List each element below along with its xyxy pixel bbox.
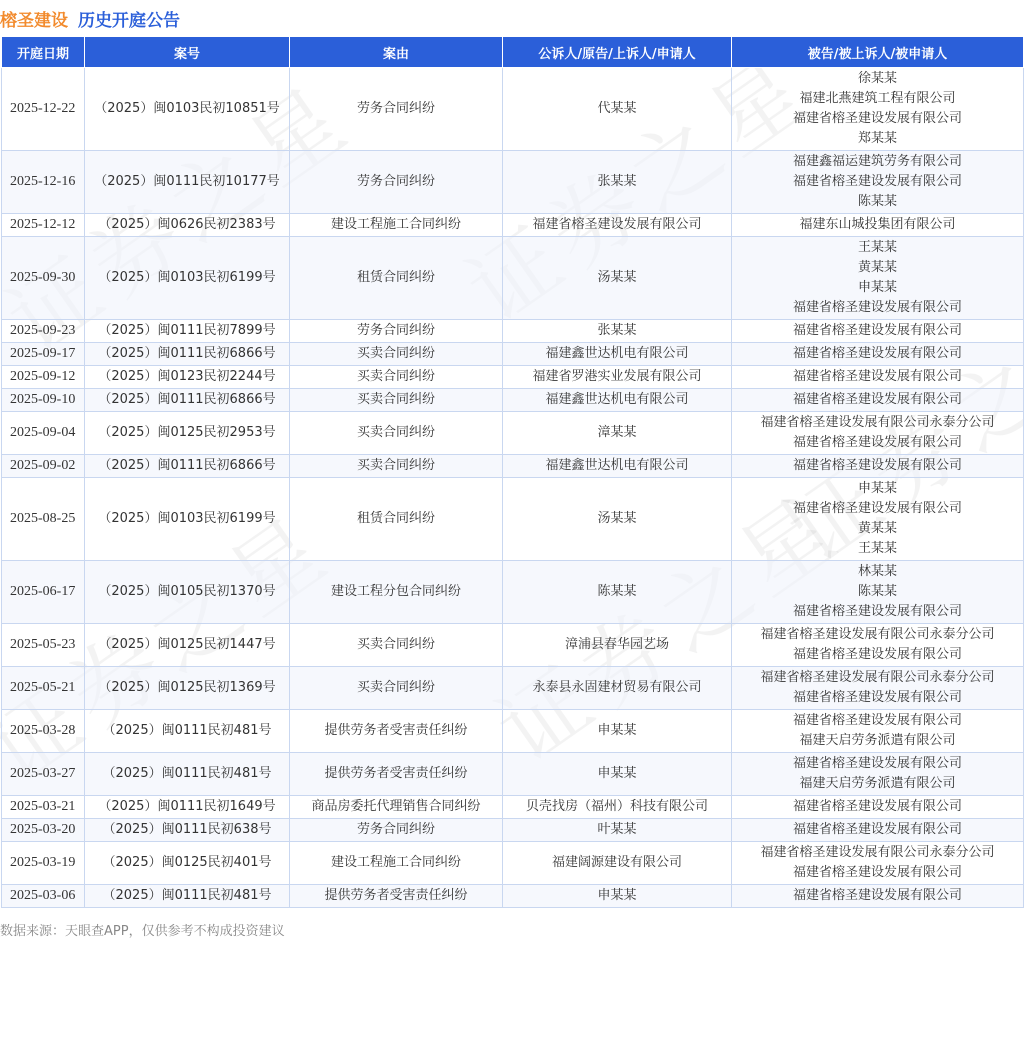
case-number-cell: （2025）闽0125民初401号 [85,842,290,885]
plaintiff-cell: 汤某某 [503,237,732,320]
table-row [2,753,1024,796]
table-row [2,819,1024,842]
company-name: 榕圣建设 [0,10,68,31]
defendant-cell [732,237,1024,320]
case-number-cell: （2025）闽0103民初6199号 [85,478,290,561]
plaintiff-cell: 汤某某 [503,478,732,561]
hearing-date-cell: 2025-03-19 [2,842,85,885]
case-number-cell: （2025）闽0111民初638号 [85,819,290,842]
case-number-cell: （2025）闽0111民初7899号 [85,320,290,343]
case-cause-cell: 商品房委托代理销售合同纠纷 [290,796,503,819]
table-row [2,796,1024,819]
page-title: 历史开庭公告 [78,10,180,31]
defendant-cell [732,214,1024,237]
case-number-cell: （2025）闽0111民初481号 [85,753,290,796]
table-row [2,885,1024,908]
defendant-name: 福建天启劳务派遣有限公司 [799,776,956,791]
hearing-date-cell: 2025-12-16 [2,151,85,214]
defendant-name: 福建省榕圣建设发展有限公司 [792,799,962,814]
defendant-cell [732,819,1024,842]
table-row [2,366,1024,389]
plaintiff-cell: 张某某 [503,151,732,214]
defendant-name: 福建天启劳务派遣有限公司 [799,733,956,748]
table-row [2,412,1024,455]
table-row [2,389,1024,412]
case-cause-cell: 买卖合同纠纷 [290,455,503,478]
defendant-name: 申某某 [857,481,897,496]
table-body [2,68,1024,908]
defendant-name: 福建省榕圣建设发展有限公司 [792,174,962,189]
case-number-cell: （2025）闽0125民初2953号 [85,412,290,455]
defendant-cell [732,151,1024,214]
hearing-date-cell: 2025-08-25 [2,478,85,561]
defendant-name: 陈某某 [857,194,897,209]
defendant-name: 福建鑫福运建筑劳务有限公司 [792,154,962,169]
plaintiff-cell: 永泰县永固建材贸易有限公司 [503,667,732,710]
plaintiff-cell: 漳某某 [503,412,732,455]
plaintiff-cell: 申某某 [503,710,732,753]
column-header-plaintiff: 公诉人/原告/上诉人/申请人 [503,37,732,68]
hearing-date-cell: 2025-03-27 [2,753,85,796]
defendant-name: 福建省榕圣建设发展有限公司 [792,346,962,361]
case-number-cell: （2025）闽0626民初2383号 [85,214,290,237]
hearing-date-cell: 2025-03-28 [2,710,85,753]
defendant-cell [732,343,1024,366]
defendant-name: 福建省榕圣建设发展有限公司永泰分公司 [760,845,995,860]
case-number-cell: （2025）闽0111民初481号 [85,710,290,753]
defendant-cell [732,455,1024,478]
defendant-name: 福建省榕圣建设发展有限公司 [792,435,962,450]
defendant-cell [732,753,1024,796]
defendant-name: 福建省榕圣建设发展有限公司 [792,501,962,516]
defendant-cell [732,68,1024,151]
hearing-date-cell: 2025-05-23 [2,624,85,667]
defendant-name: 福建省榕圣建设发展有限公司 [792,111,962,126]
table-row [2,842,1024,885]
case-cause-cell: 买卖合同纠纷 [290,667,503,710]
hearing-date-cell: 2025-06-17 [2,561,85,624]
defendant-name: 黄某某 [857,521,897,536]
hearing-date-cell: 2025-09-10 [2,389,85,412]
case-number-cell: （2025）闽0125民初1369号 [85,667,290,710]
hearing-date-cell: 2025-09-04 [2,412,85,455]
defendant-cell [732,366,1024,389]
defendant-cell [732,842,1024,885]
defendant-cell [732,389,1024,412]
defendant-cell [732,412,1024,455]
hearing-table [1,36,1024,908]
plaintiff-cell: 福建省罗港实业发展有限公司 [503,366,732,389]
hearing-date-cell: 2025-12-22 [2,68,85,151]
defendant-cell [732,561,1024,624]
defendant-name: 福建省榕圣建设发展有限公司 [792,822,962,837]
plaintiff-cell: 叶某某 [503,819,732,842]
defendant-name: 福建省榕圣建设发展有限公司 [792,392,962,407]
case-cause-cell: 提供劳务者受害责任纠纷 [290,710,503,753]
case-number-cell: （2025）闽0111民初6866号 [85,343,290,366]
defendant-cell [732,796,1024,819]
case-cause-cell: 买卖合同纠纷 [290,412,503,455]
case-cause-cell: 建设工程分包合同纠纷 [290,561,503,624]
case-cause-cell: 提供劳务者受害责任纠纷 [290,753,503,796]
case-number-cell: （2025）闽0111民初6866号 [85,455,290,478]
case-number-cell: （2025）闽0123民初2244号 [85,366,290,389]
hearing-date-cell: 2025-03-21 [2,796,85,819]
case-cause-cell: 提供劳务者受害责任纠纷 [290,885,503,908]
plaintiff-cell: 陈某某 [503,561,732,624]
defendant-name: 福建东山城投集团有限公司 [799,217,956,232]
case-cause-cell: 建设工程施工合同纠纷 [290,214,503,237]
table-row [2,237,1024,320]
defendant-name: 福建省榕圣建设发展有限公司 [792,713,962,728]
table-row [2,667,1024,710]
table-row [2,68,1024,151]
table-row [2,710,1024,753]
defendant-cell [732,320,1024,343]
case-cause-cell: 劳务合同纠纷 [290,819,503,842]
plaintiff-cell: 福建阔源建设有限公司 [503,842,732,885]
case-cause-cell: 买卖合同纠纷 [290,366,503,389]
defendant-name: 黄某某 [857,260,897,275]
column-header-defendant: 被告/被上诉人/被申请人 [732,37,1024,68]
hearing-date-cell: 2025-09-30 [2,237,85,320]
plaintiff-cell: 代某某 [503,68,732,151]
case-cause-cell: 买卖合同纠纷 [290,624,503,667]
defendant-name: 福建省榕圣建设发展有限公司 [792,323,962,338]
case-number-cell: （2025）闽0111民初1649号 [85,796,290,819]
case-cause-cell: 劳务合同纠纷 [290,320,503,343]
table-row [2,343,1024,366]
table-row [2,455,1024,478]
defendant-name: 福建省榕圣建设发展有限公司 [792,690,962,705]
plaintiff-cell: 申某某 [503,753,732,796]
case-number-cell: （2025）闽0111民初6866号 [85,389,290,412]
case-cause-cell: 劳务合同纠纷 [290,151,503,214]
column-header-date: 开庭日期 [2,37,85,68]
case-cause-cell: 劳务合同纠纷 [290,68,503,151]
hearing-date-cell: 2025-12-12 [2,214,85,237]
case-number-cell: （2025）闽0125民初1447号 [85,624,290,667]
defendant-name: 福建省榕圣建设发展有限公司 [792,604,962,619]
case-cause-cell: 买卖合同纠纷 [290,389,503,412]
defendant-name: 福建省榕圣建设发展有限公司永泰分公司 [760,670,995,685]
plaintiff-cell: 申某某 [503,885,732,908]
case-number-cell: （2025）闽0111民初10177号 [85,151,290,214]
hearing-date-cell: 2025-09-02 [2,455,85,478]
defendant-cell [732,624,1024,667]
defendant-name: 福建省榕圣建设发展有限公司永泰分公司 [760,415,995,430]
plaintiff-cell: 福建省榕圣建设发展有限公司 [503,214,732,237]
defendant-name: 陈某某 [857,584,897,599]
defendant-name: 福建省榕圣建设发展有限公司 [792,647,962,662]
case-cause-cell: 租赁合同纠纷 [290,237,503,320]
hearing-date-cell: 2025-03-20 [2,819,85,842]
case-number-cell: （2025）闽0103民初6199号 [85,237,290,320]
defendant-name: 福建省榕圣建设发展有限公司 [792,369,962,384]
case-number-cell: （2025）闽0103民初10851号 [85,68,290,151]
defendant-cell [732,667,1024,710]
page-header [0,0,1024,36]
defendant-name: 林某某 [857,564,897,579]
table-row [2,561,1024,624]
defendant-name: 福建省榕圣建设发展有限公司 [792,458,962,473]
case-number-cell: （2025）闽0105民初1370号 [85,561,290,624]
defendant-name: 王某某 [857,240,897,255]
defendant-name: 福建省榕圣建设发展有限公司 [792,888,962,903]
plaintiff-cell: 贝壳找房（福州）科技有限公司 [503,796,732,819]
defendant-name: 王某某 [857,541,897,556]
defendant-cell [732,885,1024,908]
plaintiff-cell: 漳浦县春华园艺场 [503,624,732,667]
plaintiff-cell: 福建鑫世达机电有限公司 [503,343,732,366]
hearing-date-cell: 2025-05-21 [2,667,85,710]
case-cause-cell: 租赁合同纠纷 [290,478,503,561]
table-row [2,151,1024,214]
table-row [2,214,1024,237]
plaintiff-cell: 张某某 [503,320,732,343]
defendant-name: 福建省榕圣建设发展有限公司永泰分公司 [760,627,995,642]
defendant-cell [732,478,1024,561]
defendant-name: 申某某 [857,280,897,295]
table-row [2,624,1024,667]
defendant-name: 徐某某 [857,71,897,86]
hearing-date-cell: 2025-09-17 [2,343,85,366]
table-header-row [2,37,1024,68]
plaintiff-cell: 福建鑫世达机电有限公司 [503,455,732,478]
hearing-date-cell: 2025-09-23 [2,320,85,343]
column-header-cause: 案由 [290,37,503,68]
case-cause-cell: 建设工程施工合同纠纷 [290,842,503,885]
case-cause-cell: 买卖合同纠纷 [290,343,503,366]
hearing-date-cell: 2025-09-12 [2,366,85,389]
table-row [2,320,1024,343]
column-header-case: 案号 [85,37,290,68]
defendant-name: 福建北燕建筑工程有限公司 [799,91,956,106]
data-source-note: 数据来源：天眼查APP，仅供参考不构成投资建议 [0,924,285,939]
defendant-name: 福建省榕圣建设发展有限公司 [792,756,962,771]
defendant-cell [732,710,1024,753]
defendant-name: 福建省榕圣建设发展有限公司 [792,865,962,880]
case-number-cell: （2025）闽0111民初481号 [85,885,290,908]
defendant-name: 福建省榕圣建设发展有限公司 [792,300,962,315]
hearing-date-cell: 2025-03-06 [2,885,85,908]
table-row [2,478,1024,561]
plaintiff-cell: 福建鑫世达机电有限公司 [503,389,732,412]
defendant-name: 郑某某 [857,131,897,146]
